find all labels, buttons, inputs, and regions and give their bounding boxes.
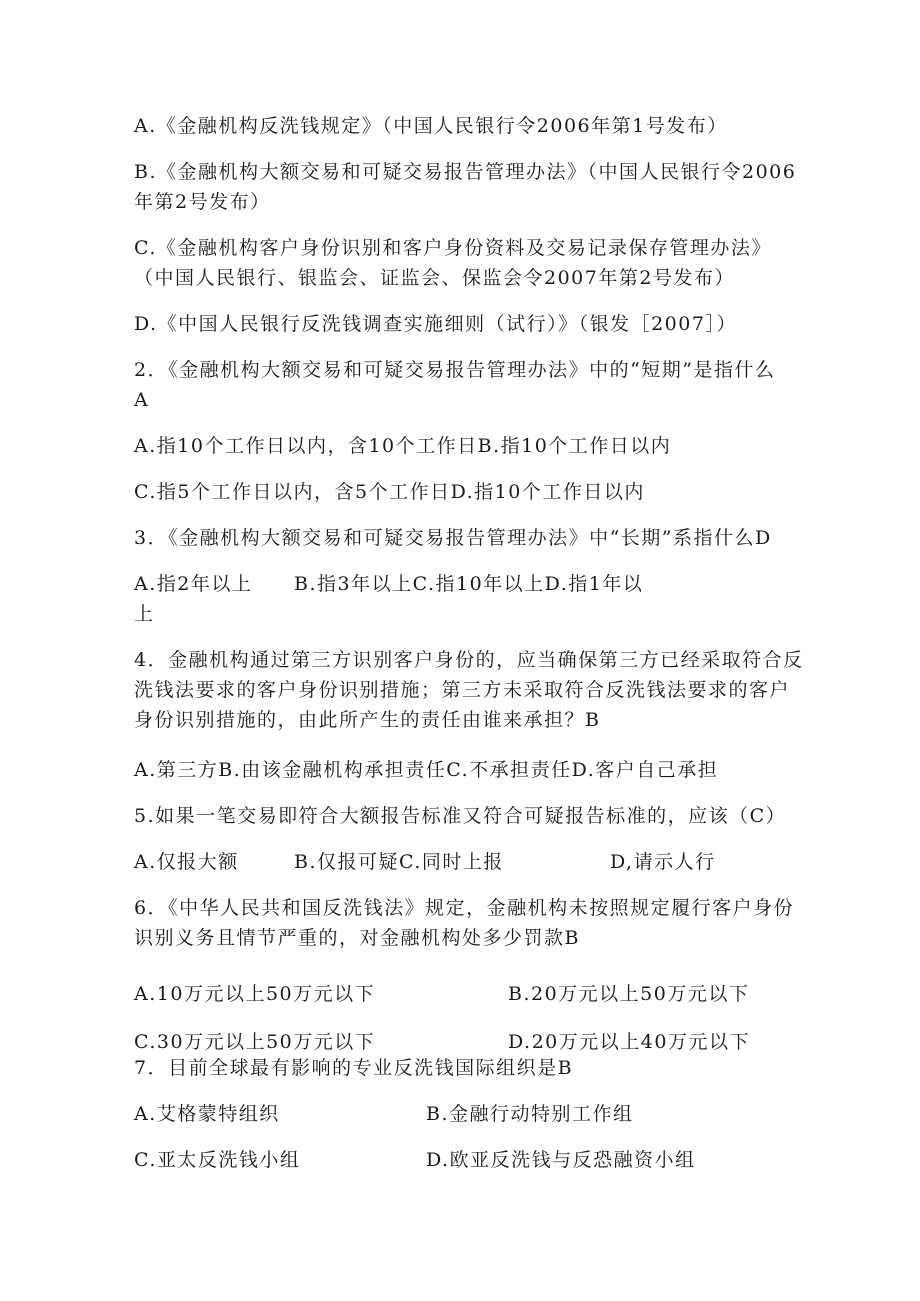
q2-answer: A [134,389,150,411]
q6-option-c: C.30万元以上50万元以下 [134,1031,376,1053]
q4-question-line3: 身份识别措施的，由此所产生的责任由谁来承担？B [134,709,601,731]
q6-question-line1: 6．《中华人民共和国反洗钱法》规定，金融机构未按照规定履行客户身份 [134,897,795,919]
q6-question-line2: 识别义务且情节严重的，对金融机构处多少罚款B [134,927,580,949]
q5-option-d: D,请示人行 [610,851,716,873]
q2-options-line2: C.指5个工作日以内，含5个工作日D.指10个工作日以内 [134,481,645,503]
q7-question: 7．目前全球最有影响的专业反洗钱国际组织是B [134,1057,574,1079]
q1-option-c-line1: C.《金融机构客户身份识别和客户身份资料及交易记录保存管理办法》 [134,237,772,259]
q5-option-bc: B.仅报可疑C.同时上报 [294,851,504,873]
q1-option-a: A.《金融机构反洗钱规定》（中国人民银行令2006年第1号发布） [134,115,728,137]
q6-option-d: D.20万元以上40万元以下 [508,1031,750,1053]
q1-option-c-line2: （中国人民银行、银监会、证监会、保监会令2007年第2号发布） [134,267,735,289]
q7-option-b: B.金融行动特别工作组 [426,1103,634,1125]
q1-option-b-line2: 年第2号发布） [134,191,271,213]
q7-option-a: A.艾格蒙特组织 [134,1103,280,1125]
q3-options-rest: B.指3年以上C.指10年以上D.指1年以 [294,573,644,595]
q4-question-line2: 洗钱法要求的客户身份识别措施；第三方未采取符合反洗钱法要求的客户 [134,679,791,701]
q5-question: 5.如果一笔交易即符合大额报告标准又符合可疑报告标准的，应该（C） [134,805,787,827]
q6-option-a: A.10万元以上50万元以下 [134,983,376,1005]
q7-option-c: C.亚太反洗钱小组 [134,1149,301,1171]
q3-options-wrap: 上 [134,603,155,625]
q4-options: A.第三方B.由该金融机构承担责任C.不承担责任D.客户自己承担 [134,759,719,781]
q5-option-a: A.仅报大额 [134,851,239,873]
q1-option-d: D.《中国人民银行反洗钱调查实施细则（试行）》（银发［2007］） [134,313,737,335]
q7-option-d: D.欧亚反洗钱与反恐融资小组 [426,1149,696,1171]
q4-question-line1: 4．金融机构通过第三方识别客户身份的，应当确保第三方已经采取符合反 [134,649,804,671]
q2-question-line1: 2．《金融机构大额交易和可疑交易报告管理办法》中的“短期”是指什么 [134,359,776,381]
q1-option-b-line1: B.《金融机构大额交易和可疑交易报告管理办法》（中国人民银行令2006 [134,161,797,183]
q2-options-line1: A.指10个工作日以内，含10个工作日B.指10个工作日以内 [134,435,672,457]
q3-option-a: A.指2年以上 [134,573,253,595]
q3-question: 3．《金融机构大额交易和可疑交易报告管理办法》中“长期”系指什么D [134,527,772,549]
q6-option-b: B.20万元以上50万元以下 [508,983,750,1005]
